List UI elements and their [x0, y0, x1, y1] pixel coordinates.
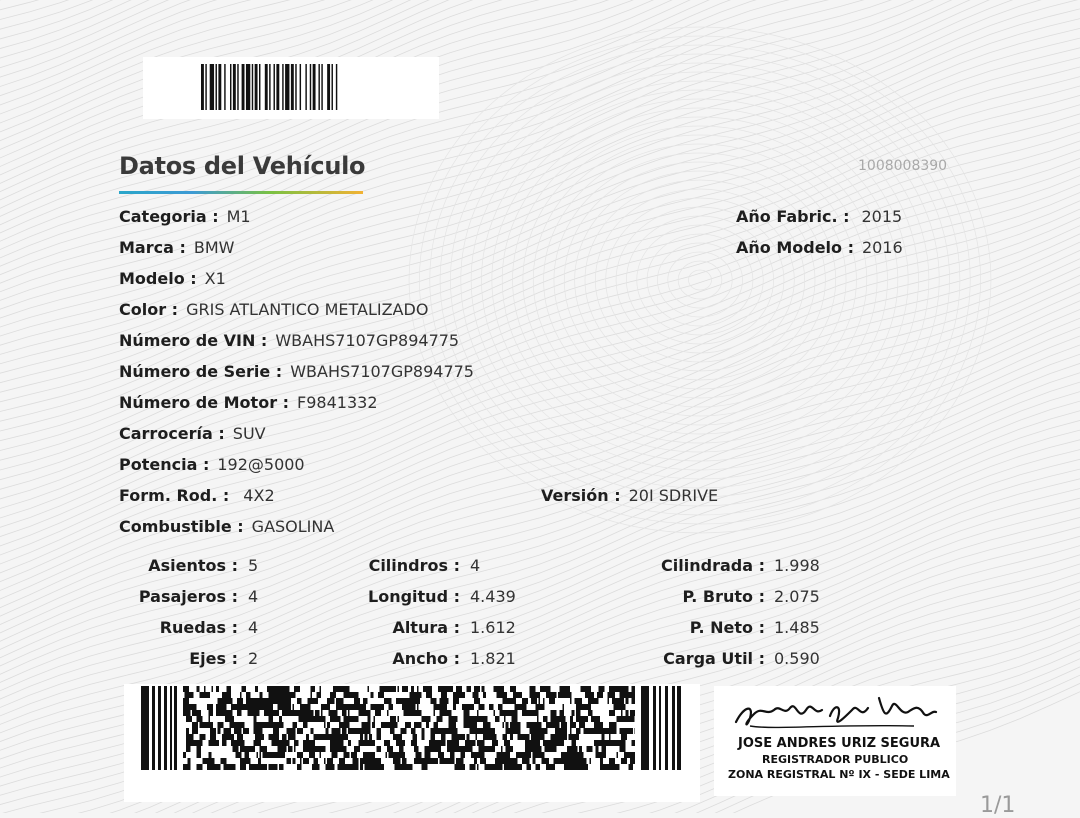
spec-p-neto-label: P. Neto : [689, 618, 765, 637]
label: Marca : [119, 238, 186, 257]
value: GRIS ATLANTICO METALIZADO [186, 300, 429, 319]
document-number: 1008008390 [858, 158, 948, 174]
label: Año Modelo : [736, 238, 854, 257]
spec-ejes-value: 2 [248, 649, 259, 668]
value: SUV [232, 424, 266, 443]
label: Carrocería : [119, 424, 225, 443]
spec-cilindros-label: Cilindros : [368, 556, 460, 575]
field-form-rod [119, 486, 275, 506]
label: Número de Serie : [119, 362, 283, 381]
top-barcode [143, 57, 439, 119]
field-modelo [119, 269, 226, 289]
spec-carga-util-value: 0.590 [774, 649, 820, 668]
label: Color : [119, 300, 179, 319]
value: F9841332 [297, 393, 378, 412]
label: Potencia : [119, 455, 210, 474]
spec-carga-util-label: Carga Util : [663, 649, 765, 668]
field-anio-fabric [736, 207, 902, 227]
value: WBAHS7107GP894775 [275, 331, 460, 350]
spec-ancho-value: 1.821 [470, 649, 516, 668]
spec-asientos-label: Asientos : [148, 556, 238, 575]
spec-ancho-label: Ancho : [392, 649, 460, 668]
field-serie [119, 362, 474, 382]
field-color [119, 300, 428, 320]
spec-altura-value: 1.612 [470, 618, 516, 637]
field-combustible [119, 517, 334, 537]
signature-zone: ZONA REGISTRAL Nº IX - SEDE LIMA [728, 768, 950, 781]
signature-icon [714, 686, 956, 796]
page-title: Datos del Vehículo [119, 152, 366, 180]
label: Número de Motor : [119, 393, 290, 412]
signature-stamp [714, 686, 956, 796]
value: WBAHS7107GP894775 [290, 362, 474, 381]
spec-p-bruto-label: P. Bruto : [682, 587, 765, 606]
label: Categoria : [119, 207, 219, 226]
field-version [541, 486, 718, 506]
spec-longitud-label: Longitud : [368, 587, 460, 606]
spec-cilindros-value: 4 [470, 556, 481, 575]
spec-asientos-value: 5 [248, 556, 259, 575]
field-marca [119, 238, 234, 258]
field-vin [119, 331, 459, 351]
pdf417-barcode-icon [141, 686, 681, 770]
barcode-icon [201, 64, 381, 110]
spec-ejes-label: Ejes : [189, 649, 238, 668]
label: Combustible : [119, 517, 244, 536]
spec-cilindrada-label: Cilindrada : [661, 556, 765, 575]
spec-altura-label: Altura : [392, 618, 460, 637]
spec-ruedas-label: Ruedas : [159, 618, 238, 637]
label: Número de VIN : [119, 331, 268, 350]
spec-longitud-value: 4.439 [470, 587, 516, 606]
title-underline [119, 191, 363, 194]
field-motor [119, 393, 378, 413]
spec-p-neto-value: 1.485 [774, 618, 820, 637]
signature-name: JOSE ANDRES URIZ SEGURA [738, 736, 941, 751]
signature-role: REGISTRADOR PUBLICO [762, 753, 909, 766]
label: Año Fabric. : [736, 207, 850, 226]
field-categoria [119, 207, 251, 227]
field-potencia [119, 455, 305, 475]
spec-pasajeros-label: Pasajeros : [138, 587, 238, 606]
value: 2015 [861, 207, 903, 226]
value: M1 [226, 207, 251, 226]
spec-pasajeros-value: 4 [248, 587, 259, 606]
label: Form. Rod. : [119, 486, 230, 505]
label: Versión : [541, 486, 621, 505]
value: GASOLINA [251, 517, 335, 536]
field-carroceria [119, 424, 266, 444]
page-counter: 1/1 [980, 793, 1016, 818]
spec-cilindrada-value: 1.998 [774, 556, 820, 575]
label: Modelo : [119, 269, 197, 288]
spec-ruedas-value: 4 [248, 618, 259, 637]
value: BMW [193, 238, 235, 257]
value: 20I SDRIVE [628, 486, 719, 505]
value: 192@5000 [217, 455, 305, 474]
value: 4X2 [243, 486, 275, 505]
spec-p-bruto-value: 2.075 [774, 587, 820, 606]
value: 2016 [862, 238, 903, 257]
pdf417-barcode [124, 684, 700, 802]
field-anio-modelo [736, 238, 903, 258]
value: X1 [204, 269, 226, 288]
